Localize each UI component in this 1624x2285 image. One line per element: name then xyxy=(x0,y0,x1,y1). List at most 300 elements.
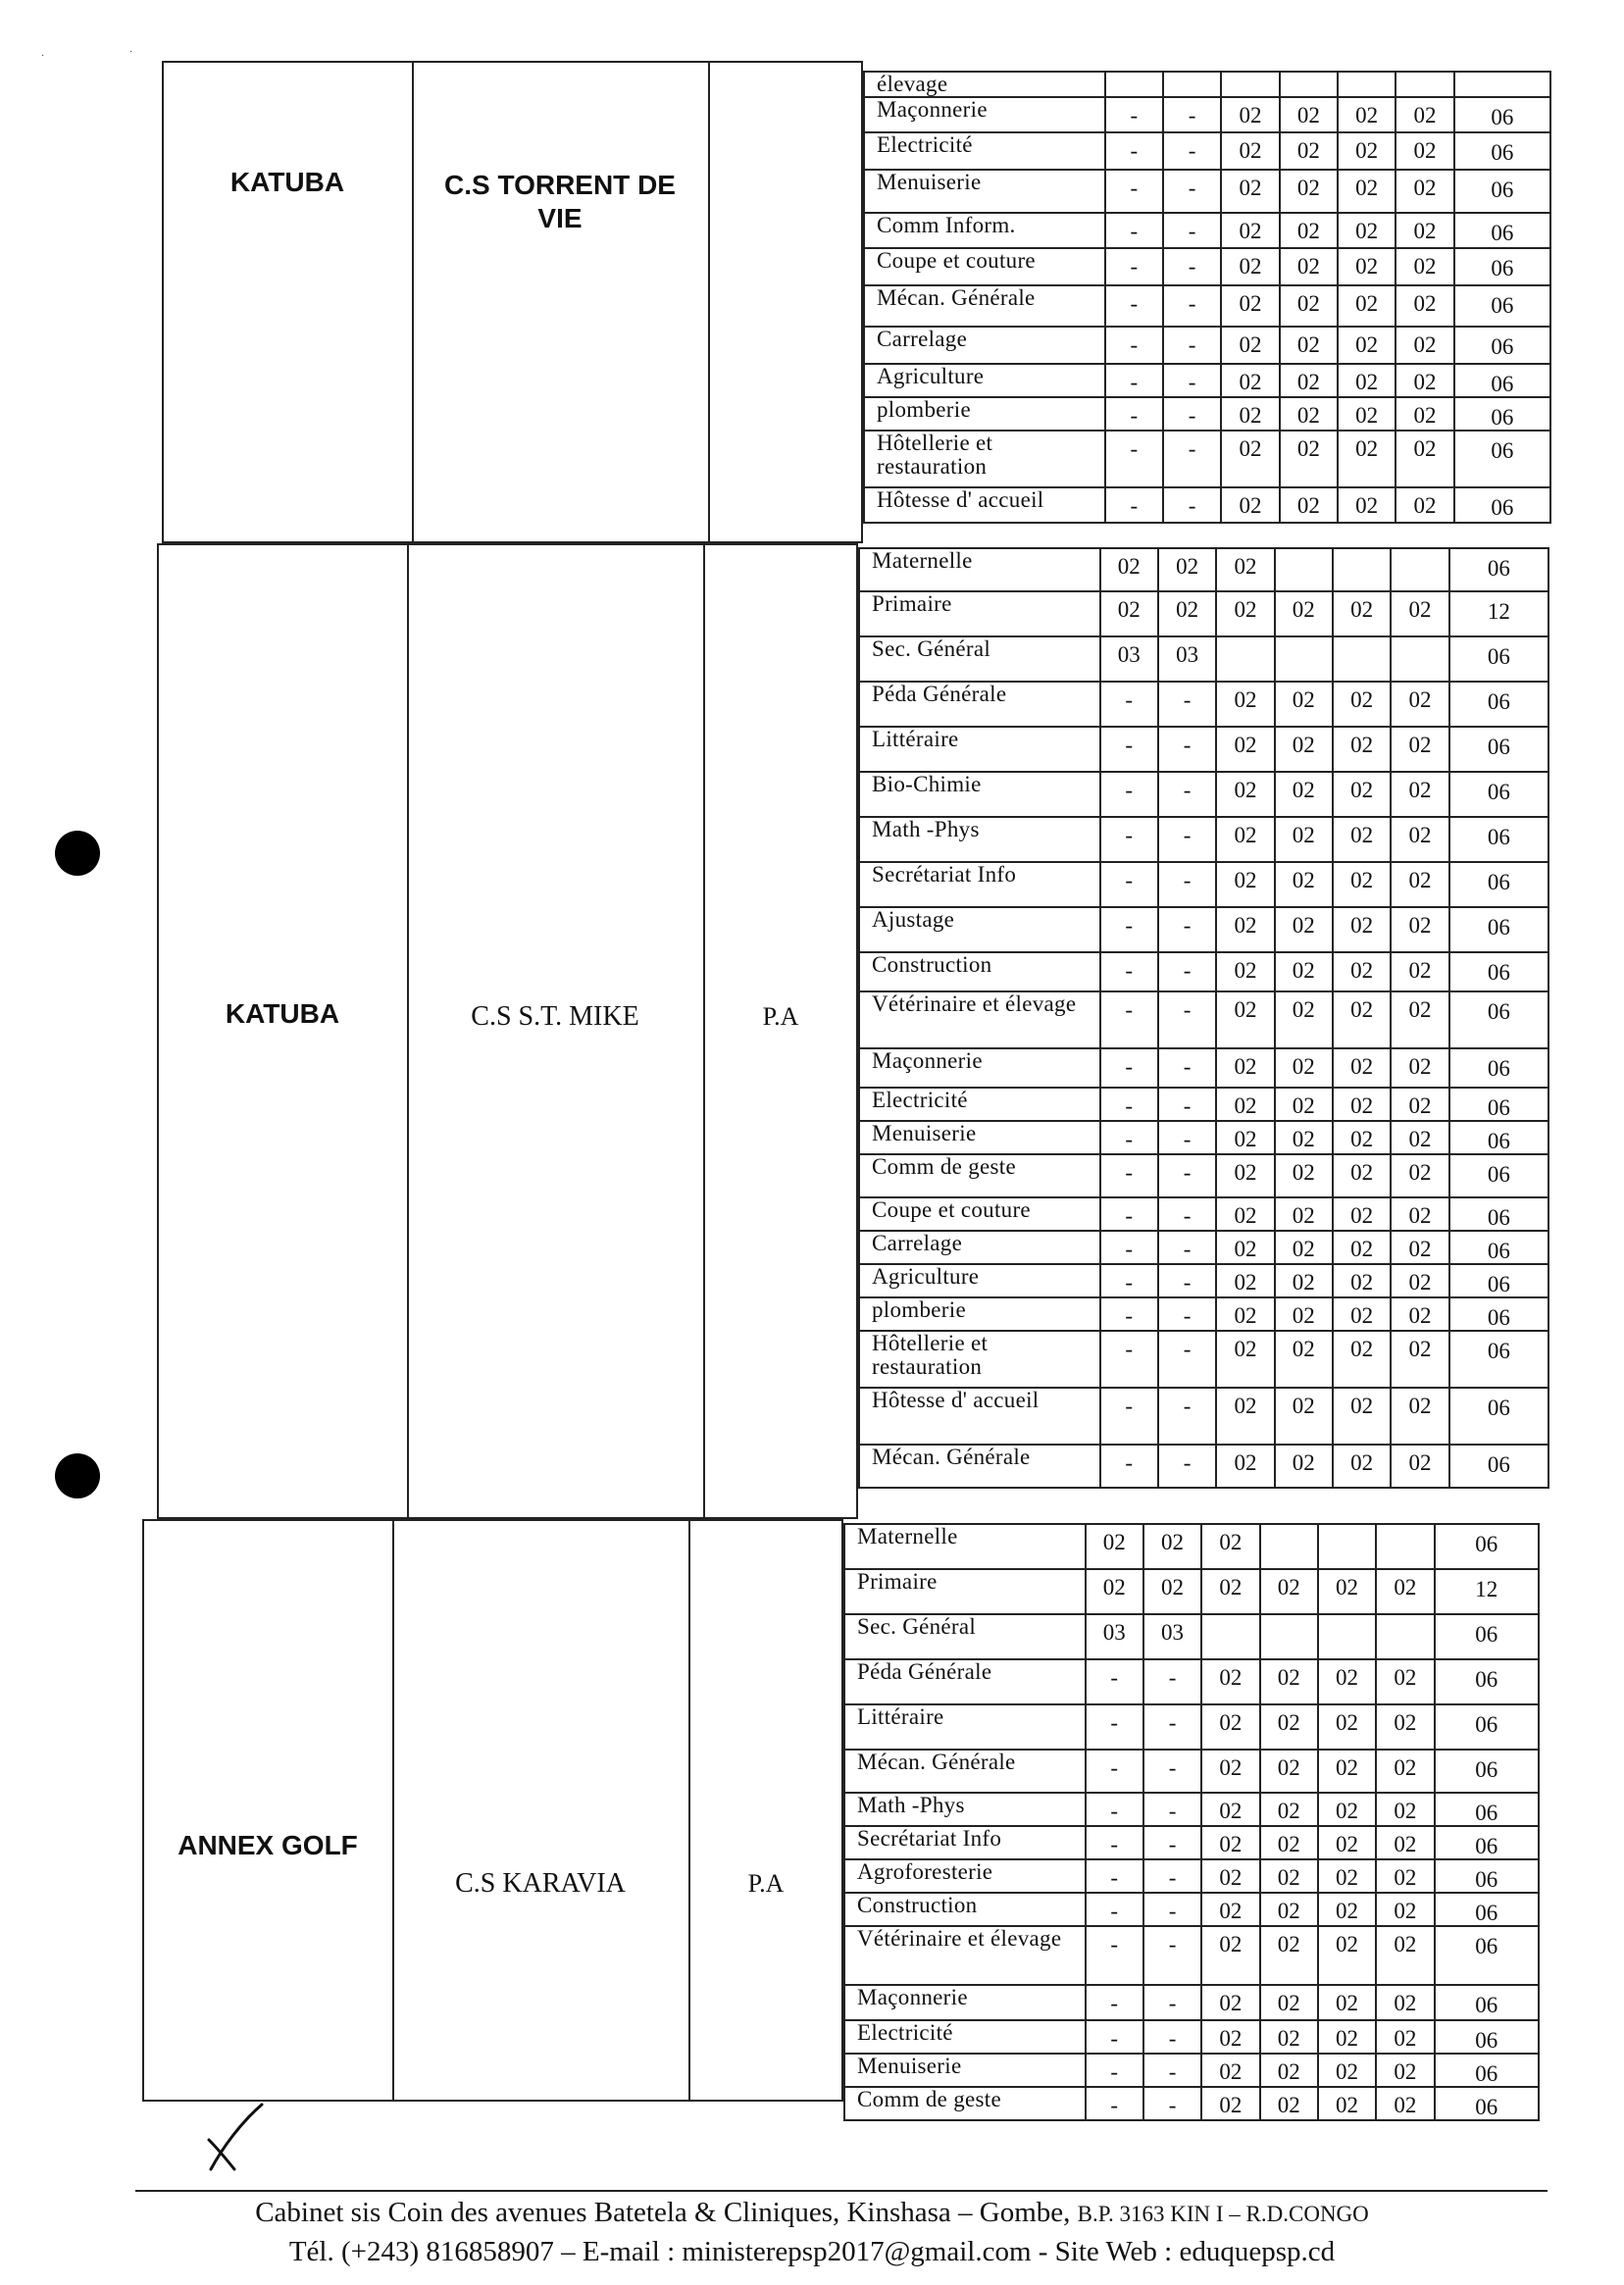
count-cell: - xyxy=(1163,431,1221,487)
table-row xyxy=(844,1985,1539,2020)
option-cell: Electricité xyxy=(859,1088,1100,1121)
option-cell: Péda Générale xyxy=(844,1659,1086,1704)
count-cell: 02 xyxy=(1201,2087,1259,2120)
count-cell: 02 xyxy=(1396,132,1453,170)
count-cell: - xyxy=(1100,1264,1158,1297)
count-cell: 02 xyxy=(1391,862,1448,907)
total-cell: 06 xyxy=(1449,991,1548,1048)
total-cell: 06 xyxy=(1435,1614,1539,1659)
count-cell: 02 xyxy=(1333,907,1391,952)
options-table xyxy=(843,1523,1540,2121)
count-cell: 02 xyxy=(1391,772,1448,817)
count-cell: - xyxy=(1158,1297,1216,1331)
table-row xyxy=(859,1231,1548,1264)
count-cell: 02 xyxy=(1260,1926,1318,1985)
count-cell: - xyxy=(1105,431,1163,487)
count-cell: 02 xyxy=(1260,1750,1318,1793)
count-cell: 02 xyxy=(1143,1569,1201,1614)
count-cell xyxy=(1318,1524,1376,1569)
count-cell: - xyxy=(1158,1197,1216,1231)
total-cell: 06 xyxy=(1454,397,1550,431)
count-cell xyxy=(1391,548,1448,591)
count-cell: 02 xyxy=(1396,213,1453,248)
count-cell: - xyxy=(1158,1388,1216,1445)
count-cell: 02 xyxy=(1338,397,1396,431)
count-cell: 02 xyxy=(1221,285,1279,327)
count-cell: 02 xyxy=(1396,487,1453,523)
count-cell: 02 xyxy=(1318,1793,1376,1826)
count-cell: 02 xyxy=(1338,248,1396,285)
count-cell: 02 xyxy=(1275,1264,1333,1297)
count-cell: 02 xyxy=(1221,170,1279,213)
option-cell: Electricité xyxy=(844,2020,1086,2054)
total-cell: 06 xyxy=(1449,907,1548,952)
table-row xyxy=(864,364,1550,397)
total-cell: 06 xyxy=(1449,862,1548,907)
count-cell: 02 xyxy=(1396,397,1453,431)
signature-mark xyxy=(201,2099,270,2177)
footer-divider xyxy=(135,2190,1548,2192)
count-cell: 02 xyxy=(1275,727,1333,772)
count-cell: 02 xyxy=(1280,248,1338,285)
table-row xyxy=(864,431,1550,487)
punch-hole-lower xyxy=(55,1453,100,1498)
count-cell: 02 xyxy=(1333,682,1391,727)
count-cell: 02 xyxy=(1318,1985,1376,2020)
total-cell: 06 xyxy=(1449,548,1548,591)
count-cell: - xyxy=(1163,487,1221,523)
count-cell xyxy=(1216,636,1274,682)
count-cell: 02 xyxy=(1318,1926,1376,1985)
count-cell: - xyxy=(1143,1985,1201,2020)
count-cell xyxy=(1338,72,1396,97)
count-cell: - xyxy=(1143,1926,1201,1985)
count-cell: - xyxy=(1086,1859,1143,1893)
count-cell xyxy=(1275,548,1333,591)
count-cell: 02 xyxy=(1318,2054,1376,2087)
count-cell: - xyxy=(1163,97,1221,132)
count-cell: 02 xyxy=(1376,1893,1434,1926)
total-cell: 12 xyxy=(1435,1569,1539,1614)
punch-hole-upper xyxy=(55,831,100,876)
count-cell: 02 xyxy=(1391,727,1448,772)
count-cell: - xyxy=(1158,991,1216,1048)
count-cell: - xyxy=(1163,397,1221,431)
count-cell: - xyxy=(1143,1893,1201,1926)
option-cell: plomberie xyxy=(864,397,1105,431)
count-cell: 02 xyxy=(1260,2087,1318,2120)
table-row xyxy=(859,1331,1548,1388)
total-cell: 06 xyxy=(1454,97,1550,132)
count-cell xyxy=(1280,72,1338,97)
total-cell: 06 xyxy=(1449,1297,1548,1331)
count-cell: 02 xyxy=(1221,248,1279,285)
count-cell: 02 xyxy=(1216,1088,1274,1121)
options-table xyxy=(863,71,1551,524)
count-cell: 02 xyxy=(1275,1048,1333,1088)
count-cell: 02 xyxy=(1280,487,1338,523)
count-cell: 02 xyxy=(1275,1121,1333,1154)
count-cell: - xyxy=(1158,1264,1216,1297)
total-cell: 06 xyxy=(1449,727,1548,772)
commune-name: KATUBA xyxy=(225,998,340,1029)
count-cell: - xyxy=(1100,817,1158,862)
count-cell: 02 xyxy=(1333,1048,1391,1088)
option-cell: Mécan. Générale xyxy=(859,1445,1100,1488)
option-cell: Maternelle xyxy=(859,548,1100,591)
table-row xyxy=(864,97,1550,132)
count-cell: 02 xyxy=(1391,1121,1448,1154)
table-row xyxy=(844,1524,1539,1569)
count-cell: 02 xyxy=(1333,1331,1391,1388)
count-cell: 02 xyxy=(1391,1154,1448,1197)
count-cell: 02 xyxy=(1396,248,1453,285)
count-cell: 02 xyxy=(1216,682,1274,727)
count-cell: - xyxy=(1105,132,1163,170)
count-cell: 02 xyxy=(1318,1826,1376,1859)
count-cell: 02 xyxy=(1260,1704,1318,1750)
total-cell: 06 xyxy=(1449,1154,1548,1197)
count-cell: 02 xyxy=(1260,1569,1318,1614)
table-row xyxy=(859,1121,1548,1154)
count-cell: 02 xyxy=(1275,591,1333,636)
table-row xyxy=(864,213,1550,248)
count-cell: 02 xyxy=(1275,1331,1333,1388)
table-row xyxy=(864,397,1550,431)
commune-name: ANNEX GOLF xyxy=(178,1830,358,1860)
count-cell xyxy=(1105,72,1163,97)
table-row xyxy=(859,952,1548,991)
count-cell: 02 xyxy=(1333,817,1391,862)
count-cell: 02 xyxy=(1338,285,1396,327)
count-cell: 02 xyxy=(1216,1154,1274,1197)
count-cell: 02 xyxy=(1275,862,1333,907)
option-cell: Hôtesse d' accueil xyxy=(864,487,1105,523)
regime-label: P.A xyxy=(747,1869,785,1898)
count-cell: 02 xyxy=(1396,431,1453,487)
count-cell: 02 xyxy=(1280,327,1338,364)
table-row xyxy=(844,1659,1539,1704)
count-cell: 02 xyxy=(1201,2020,1259,2054)
count-cell: 02 xyxy=(1158,591,1216,636)
option-cell: Péda Générale xyxy=(859,682,1100,727)
section-block xyxy=(162,61,863,543)
total-cell: 06 xyxy=(1449,1197,1548,1231)
table-row xyxy=(859,548,1548,591)
option-cell: Math -Phys xyxy=(844,1793,1086,1826)
count-cell: - xyxy=(1163,248,1221,285)
count-cell: - xyxy=(1143,1793,1201,1826)
count-cell: - xyxy=(1158,1154,1216,1197)
option-cell: Comm de geste xyxy=(844,2087,1086,2120)
total-cell: 06 xyxy=(1435,1985,1539,2020)
count-cell: - xyxy=(1086,1793,1143,1826)
count-cell: 02 xyxy=(1376,1569,1434,1614)
count-cell: - xyxy=(1163,170,1221,213)
count-cell xyxy=(1333,548,1391,591)
count-cell: 02 xyxy=(1260,1985,1318,2020)
count-cell: 02 xyxy=(1221,327,1279,364)
count-cell: 02 xyxy=(1391,1197,1448,1231)
table-row xyxy=(859,1197,1548,1231)
count-cell xyxy=(1318,1614,1376,1659)
total-cell: 06 xyxy=(1435,1859,1539,1893)
count-cell: - xyxy=(1163,132,1221,170)
count-cell: - xyxy=(1086,2020,1143,2054)
table-row xyxy=(864,248,1550,285)
count-cell: 02 xyxy=(1216,817,1274,862)
count-cell: 02 xyxy=(1275,1197,1333,1231)
count-cell: 02 xyxy=(1333,952,1391,991)
count-cell: 02 xyxy=(1275,1297,1333,1331)
count-cell: 02 xyxy=(1275,907,1333,952)
count-cell: 02 xyxy=(1391,1445,1448,1488)
count-cell xyxy=(1391,636,1448,682)
count-cell: 02 xyxy=(1216,727,1274,772)
option-cell: Menuiserie xyxy=(864,170,1105,213)
option-cell: Agroforesterie xyxy=(844,1859,1086,1893)
count-cell: - xyxy=(1158,1121,1216,1154)
count-cell: 03 xyxy=(1158,636,1216,682)
count-cell: 02 xyxy=(1221,132,1279,170)
count-cell: 02 xyxy=(1318,2020,1376,2054)
table-row xyxy=(864,72,1550,97)
count-cell: 02 xyxy=(1391,591,1448,636)
option-cell: Maçonnerie xyxy=(859,1048,1100,1088)
option-cell: Mécan. Générale xyxy=(864,285,1105,327)
count-cell: - xyxy=(1105,364,1163,397)
count-cell: 02 xyxy=(1396,364,1453,397)
count-cell: 02 xyxy=(1201,1659,1259,1704)
total-cell: 06 xyxy=(1449,952,1548,991)
total-cell: 06 xyxy=(1449,1331,1548,1388)
count-cell: 02 xyxy=(1216,952,1274,991)
count-cell: 02 xyxy=(1333,727,1391,772)
count-cell: - xyxy=(1086,1926,1143,1985)
total-cell: 06 xyxy=(1435,2087,1539,2120)
count-cell: 02 xyxy=(1260,2020,1318,2054)
count-cell: 02 xyxy=(1275,1088,1333,1121)
count-cell: 02 xyxy=(1376,1704,1434,1750)
count-cell: - xyxy=(1158,862,1216,907)
total-cell: 06 xyxy=(1454,364,1550,397)
option-cell: Maçonnerie xyxy=(864,97,1105,132)
count-cell: - xyxy=(1100,1197,1158,1231)
count-cell: 02 xyxy=(1201,1704,1259,1750)
option-cell: Math -Phys xyxy=(859,817,1100,862)
count-cell: 02 xyxy=(1275,1231,1333,1264)
count-cell: 02 xyxy=(1280,431,1338,487)
count-cell: 02 xyxy=(1216,1445,1274,1488)
count-cell: 02 xyxy=(1318,1859,1376,1893)
count-cell: 02 xyxy=(1391,1331,1448,1388)
option-cell: Secrétariat Info xyxy=(844,1826,1086,1859)
count-cell: 02 xyxy=(1221,487,1279,523)
count-cell: 02 xyxy=(1318,2087,1376,2120)
table-row xyxy=(859,727,1548,772)
count-cell: 02 xyxy=(1275,817,1333,862)
count-cell: 02 xyxy=(1100,548,1158,591)
count-cell: - xyxy=(1163,327,1221,364)
count-cell: 02 xyxy=(1318,1659,1376,1704)
count-cell: 02 xyxy=(1376,2054,1434,2087)
option-cell: Menuiserie xyxy=(859,1121,1100,1154)
table-row xyxy=(859,591,1548,636)
count-cell: 02 xyxy=(1216,991,1274,1048)
count-cell: 02 xyxy=(1201,1926,1259,1985)
count-cell: - xyxy=(1100,952,1158,991)
count-cell: 02 xyxy=(1376,1859,1434,1893)
table-row xyxy=(844,2020,1539,2054)
total-cell: 06 xyxy=(1449,682,1548,727)
school-name: C.S TORRENT DE VIE xyxy=(444,170,676,233)
option-cell: Agriculture xyxy=(859,1264,1100,1297)
count-cell: 02 xyxy=(1275,1445,1333,1488)
option-cell: Hôtesse d' accueil xyxy=(859,1388,1100,1445)
table-row xyxy=(844,2054,1539,2087)
count-cell xyxy=(1201,1614,1259,1659)
footer-address: Cabinet sis Coin des avenues Batetela & Cliniques, Kinshasa – Gombe, B.P. 3163 KIN I – R.D.CONGO xyxy=(255,2197,1369,2228)
total-cell: 06 xyxy=(1449,636,1548,682)
total-cell: 06 xyxy=(1435,1926,1539,1985)
count-cell: 02 xyxy=(1216,1388,1274,1445)
total-cell: 06 xyxy=(1454,431,1550,487)
total-cell: 06 xyxy=(1435,1750,1539,1793)
total-cell: 06 xyxy=(1435,1659,1539,1704)
table-row xyxy=(859,991,1548,1048)
count-cell: 02 xyxy=(1391,952,1448,991)
count-cell: 02 xyxy=(1216,1297,1274,1331)
count-cell: - xyxy=(1100,1331,1158,1388)
count-cell: 02 xyxy=(1333,1154,1391,1197)
count-cell: 02 xyxy=(1333,1445,1391,1488)
count-cell: - xyxy=(1100,682,1158,727)
count-cell: 02 xyxy=(1396,170,1453,213)
count-cell: - xyxy=(1163,213,1221,248)
count-cell: - xyxy=(1105,397,1163,431)
table-row xyxy=(844,1614,1539,1659)
count-cell: 02 xyxy=(1391,817,1448,862)
footer-contact: Tél. (+243) 816858907 – E-mail : ministerepsp2017@gmail.com - Site Web : eduquepsp.cd xyxy=(288,2236,1336,2267)
count-cell: - xyxy=(1100,1048,1158,1088)
count-cell: 02 xyxy=(1201,1826,1259,1859)
option-cell: Carrelage xyxy=(859,1231,1100,1264)
count-cell: 02 xyxy=(1143,1524,1201,1569)
count-cell: 02 xyxy=(1216,1197,1274,1231)
total-cell: 06 xyxy=(1449,1445,1548,1488)
count-cell xyxy=(1260,1524,1318,1569)
count-cell: - xyxy=(1100,1231,1158,1264)
total-cell: 06 xyxy=(1449,1388,1548,1445)
table-row xyxy=(859,1154,1548,1197)
count-cell: - xyxy=(1143,2087,1201,2120)
count-cell: 02 xyxy=(1216,1331,1274,1388)
count-cell: 02 xyxy=(1318,1569,1376,1614)
count-cell xyxy=(1376,1614,1434,1659)
option-cell: Sec. Général xyxy=(844,1614,1086,1659)
option-cell: Electricité xyxy=(864,132,1105,170)
option-cell: Carrelage xyxy=(864,327,1105,364)
count-cell: 02 xyxy=(1221,213,1279,248)
count-cell: 02 xyxy=(1376,1750,1434,1793)
count-cell: 02 xyxy=(1333,991,1391,1048)
school-name: C.S S.T. MIKE xyxy=(471,1001,639,1032)
option-cell: Comm de geste xyxy=(859,1154,1100,1197)
count-cell: - xyxy=(1105,170,1163,213)
option-cell: Agriculture xyxy=(864,364,1105,397)
scan-mark: · xyxy=(41,51,45,62)
count-cell: 02 xyxy=(1333,1297,1391,1331)
count-cell: - xyxy=(1086,1659,1143,1704)
count-cell: 02 xyxy=(1260,1826,1318,1859)
table-row xyxy=(859,862,1548,907)
option-cell: Vétérinaire et élevage xyxy=(844,1926,1086,1985)
count-cell: - xyxy=(1163,364,1221,397)
option-cell: plomberie xyxy=(859,1297,1100,1331)
total-cell: 06 xyxy=(1435,2020,1539,2054)
count-cell: - xyxy=(1158,1445,1216,1488)
count-cell: 02 xyxy=(1333,862,1391,907)
count-cell: 02 xyxy=(1338,431,1396,487)
count-cell: - xyxy=(1086,1893,1143,1926)
count-cell: - xyxy=(1143,2054,1201,2087)
count-cell: 02 xyxy=(1338,132,1396,170)
count-cell: 02 xyxy=(1338,170,1396,213)
count-cell: - xyxy=(1143,1859,1201,1893)
scan-mark: · xyxy=(129,47,133,58)
count-cell: 02 xyxy=(1260,1659,1318,1704)
table-row xyxy=(859,1088,1548,1121)
total-cell xyxy=(1454,72,1550,97)
count-cell: - xyxy=(1143,1826,1201,1859)
count-cell: 03 xyxy=(1086,1614,1143,1659)
total-cell: 06 xyxy=(1454,285,1550,327)
table-row xyxy=(859,772,1548,817)
count-cell: - xyxy=(1143,1750,1201,1793)
section-block xyxy=(142,1519,843,2102)
count-cell: 02 xyxy=(1396,327,1453,364)
count-cell: 02 xyxy=(1338,364,1396,397)
count-cell: 02 xyxy=(1275,952,1333,991)
count-cell: - xyxy=(1143,1704,1201,1750)
total-cell: 06 xyxy=(1435,1826,1539,1859)
table-row xyxy=(844,1926,1539,1985)
count-cell: - xyxy=(1086,2054,1143,2087)
count-cell: 02 xyxy=(1216,907,1274,952)
table-row xyxy=(859,907,1548,952)
count-cell: 02 xyxy=(1318,1893,1376,1926)
count-cell: 02 xyxy=(1338,97,1396,132)
count-cell xyxy=(1333,636,1391,682)
count-cell: 02 xyxy=(1318,1750,1376,1793)
total-cell: 06 xyxy=(1454,487,1550,523)
count-cell: - xyxy=(1158,1231,1216,1264)
count-cell: 02 xyxy=(1158,548,1216,591)
count-cell: 02 xyxy=(1086,1569,1143,1614)
option-cell: Hôtellerie et restauration xyxy=(864,431,1105,487)
option-cell: Ajustage xyxy=(859,907,1100,952)
count-cell: 02 xyxy=(1333,1197,1391,1231)
count-cell: - xyxy=(1100,991,1158,1048)
count-cell: 02 xyxy=(1333,1088,1391,1121)
count-cell: - xyxy=(1100,1154,1158,1197)
option-cell: Coupe et couture xyxy=(859,1197,1100,1231)
count-cell: 02 xyxy=(1275,682,1333,727)
count-cell: 02 xyxy=(1391,907,1448,952)
count-cell: - xyxy=(1158,1048,1216,1088)
count-cell: 02 xyxy=(1376,1659,1434,1704)
option-cell: élevage xyxy=(864,72,1105,97)
